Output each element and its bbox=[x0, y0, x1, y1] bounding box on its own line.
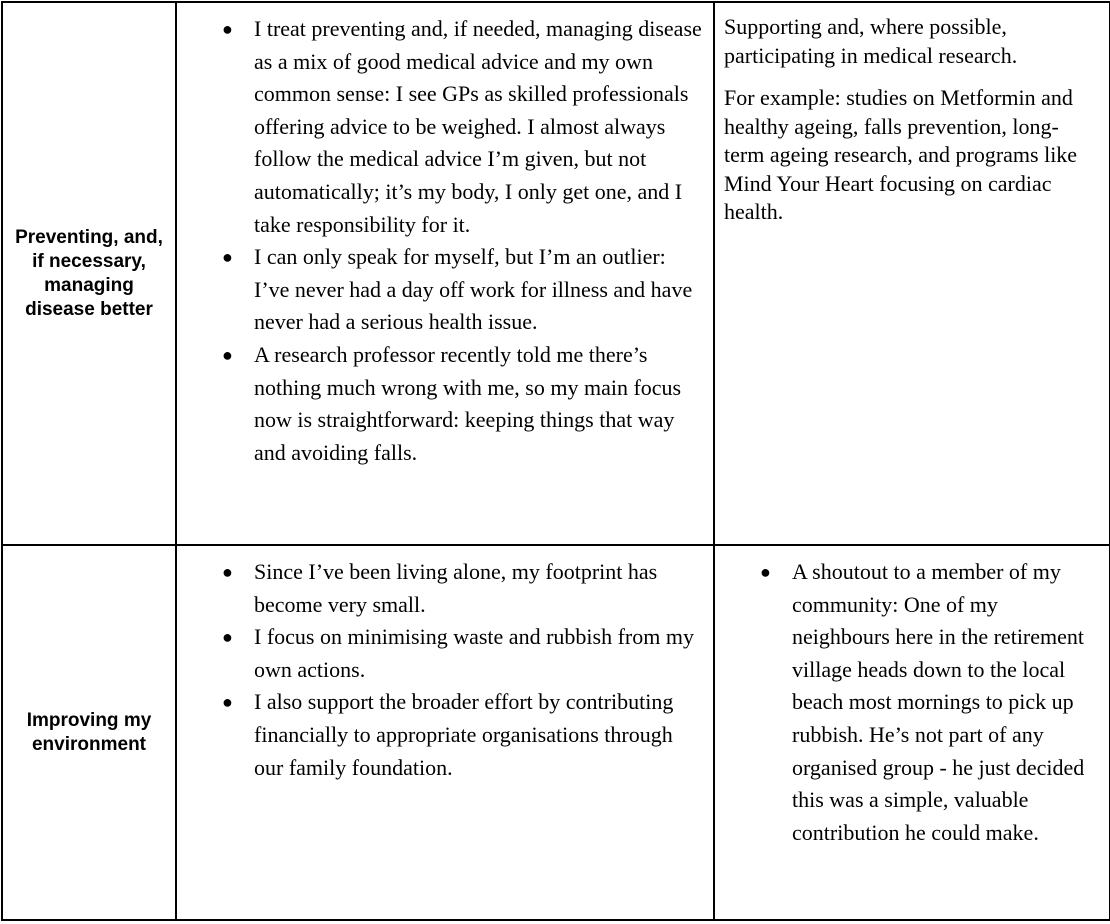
notes-paragraph: For example: studies on Metformin and healthy ageing, falls prevention, long-term ageing research, and programs like Mind Your Heart focusing on cardiac health. bbox=[724, 85, 1078, 224]
bullet-icon: ● bbox=[222, 692, 233, 713]
row-label-text: Improving my environment bbox=[26, 709, 152, 755]
list-item-text: I can only speak for myself, but I’m an outlier: I’ve never had a day off work for illness and have never had a serious health issue. bbox=[254, 244, 693, 335]
list-item bbox=[177, 339, 705, 469]
list-item bbox=[177, 556, 705, 621]
notes-text bbox=[715, 3, 1109, 227]
list-item-text: I also support the broader effort by contributing financially to appropriate organisations through our family foundation. bbox=[254, 689, 674, 780]
list-item-text: I treat preventing and, if needed, managing disease as a mix of good medical advice and my own common sense: I see GPs as skilled professionals offering advice to be weighed. I almost always follow the medical advice I’m given, but not automatically; it’s my body, I only get one, and I take responsibility for it. bbox=[254, 16, 702, 237]
list-item bbox=[177, 621, 705, 686]
notes-cell bbox=[714, 545, 1110, 920]
notes-cell bbox=[714, 2, 1110, 545]
bullet-icon: ● bbox=[222, 247, 233, 268]
list-item bbox=[715, 556, 1101, 849]
row-label bbox=[2, 545, 176, 920]
table-row bbox=[2, 2, 1110, 545]
list-item bbox=[177, 686, 705, 784]
bullet-icon: ● bbox=[222, 627, 233, 648]
bullet-list bbox=[177, 546, 713, 784]
bullet-cell bbox=[176, 2, 714, 545]
content-table bbox=[1, 1, 1110, 921]
list-item bbox=[177, 241, 705, 339]
list-item-text: Since I’ve been living alone, my footprint has become very small. bbox=[254, 559, 658, 617]
bullet-icon: ● bbox=[222, 562, 233, 582]
bullet-icon: ● bbox=[222, 19, 233, 39]
notes-paragraph: Supporting and, where possible, participating in medical research. bbox=[724, 14, 1018, 68]
list-item bbox=[177, 13, 705, 241]
list-item-text: A research professor recently told me there’s nothing much wrong with me, so my main focus now is straightforward: keeping things that way and avoiding falls. bbox=[254, 341, 682, 465]
list-item-text: A shoutout to a member of my community: One of my neighbours here in the retirement village heads down to the local beach most mornings to pick up rubbish. He’s not part of any organised group - he just decided this was a simple, valuable contribution he could make. bbox=[792, 559, 1085, 845]
row-label-text: Preventing, and, if necessary, managing disease better bbox=[15, 226, 163, 320]
list-item-text: I focus on minimising waste and rubbish from my own actions. bbox=[254, 624, 694, 682]
row-label bbox=[2, 2, 176, 545]
table-row bbox=[2, 545, 1110, 920]
bullet-list bbox=[715, 546, 1109, 849]
bullet-icon: ● bbox=[760, 562, 771, 582]
bullet-list bbox=[177, 3, 713, 469]
bullet-icon: ● bbox=[222, 344, 233, 365]
bullet-cell bbox=[176, 545, 714, 920]
